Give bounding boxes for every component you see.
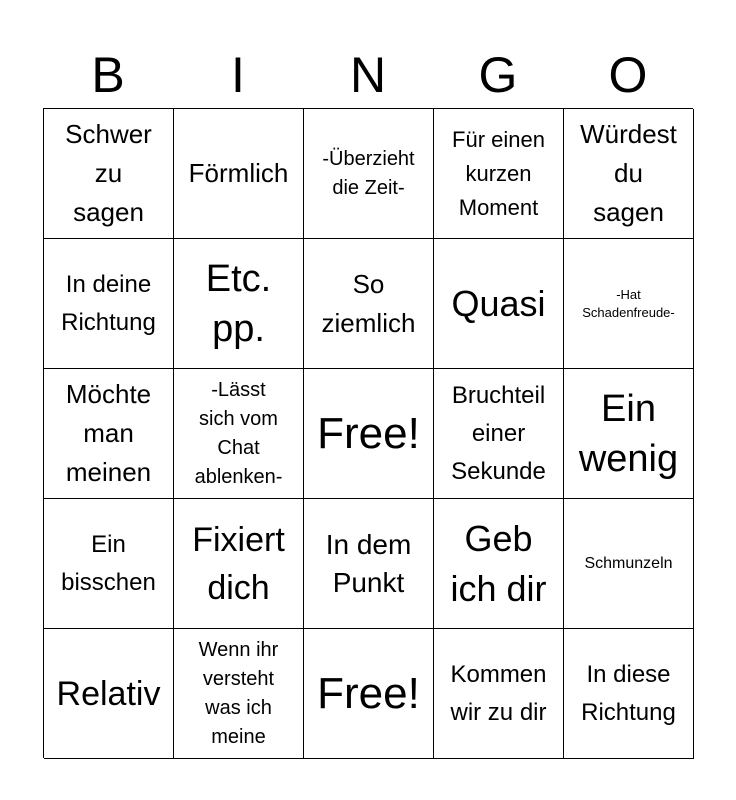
bingo-cell[interactable] <box>44 369 174 499</box>
cell-text: In deine Richtung <box>61 270 156 336</box>
bingo-cell[interactable] <box>174 109 304 239</box>
free-space-text: Free! <box>317 668 420 718</box>
cell-text: -Überzieht die Zeit- <box>322 147 415 199</box>
bingo-cell[interactable] <box>434 629 564 759</box>
cell-text: Möchte man meinen <box>65 379 152 487</box>
cell-text: Kommen wir zu dir <box>450 660 547 726</box>
bingo-cell[interactable] <box>44 499 174 629</box>
cell-text: Geb ich dir <box>450 517 547 609</box>
header-letter-i: I <box>231 47 245 103</box>
header-letter-b: B <box>91 47 125 103</box>
cell-text: Fixiert dich <box>192 520 285 607</box>
bingo-cell[interactable] <box>304 109 434 239</box>
cell-text: Würdest du sagen <box>580 119 677 227</box>
cell-text: -Lässt sich vom Chat ablenken- <box>194 378 283 488</box>
cell-text: In dem Punkt <box>325 528 412 598</box>
bingo-cell[interactable] <box>304 499 434 629</box>
header-letter-o: O <box>608 47 648 103</box>
cell-text: So ziemlich <box>321 268 416 338</box>
cell-text: Schmunzeln <box>584 555 673 572</box>
bingo-cell[interactable] <box>44 629 174 759</box>
cell-text: Ein wenig <box>578 387 679 480</box>
bingo-grid <box>43 108 693 758</box>
bingo-cell[interactable] <box>564 239 694 369</box>
free-space-cell[interactable] <box>304 369 434 499</box>
cell-text: Für einen kurzen Moment <box>452 126 545 220</box>
bingo-header <box>43 44 693 106</box>
bingo-cell[interactable] <box>44 239 174 369</box>
bingo-cell[interactable] <box>434 109 564 239</box>
bingo-cell[interactable] <box>434 239 564 369</box>
cell-text: Schwer zu sagen <box>65 119 152 227</box>
cell-text: Förmlich <box>188 158 289 188</box>
bingo-cell[interactable] <box>564 109 694 239</box>
cell-text: In diese Richtung <box>581 660 676 726</box>
cell-text: Ein bisschen <box>61 530 156 596</box>
header-letter-n: N <box>349 47 387 103</box>
bingo-cell[interactable] <box>564 629 694 759</box>
bingo-cell[interactable] <box>174 239 304 369</box>
cell-text: Bruchteil einer Sekunde <box>451 381 546 485</box>
bingo-cell[interactable] <box>174 499 304 629</box>
cell-text: Quasi <box>451 282 546 324</box>
free-space-cell[interactable] <box>304 629 434 759</box>
free-space-text: Free! <box>317 408 420 458</box>
bingo-cell[interactable] <box>564 499 694 629</box>
bingo-cell[interactable] <box>564 369 694 499</box>
bingo-cell[interactable] <box>304 239 434 369</box>
header-letter-g: G <box>478 47 518 103</box>
cell-text: Wenn ihr versteht was ich meine <box>198 638 279 748</box>
cell-text: Etc. pp. <box>205 257 272 350</box>
bingo-cell[interactable] <box>44 109 174 239</box>
cell-text: -Hat Schadenfreude- <box>582 286 675 320</box>
bingo-cell[interactable] <box>434 369 564 499</box>
bingo-cell[interactable] <box>174 369 304 499</box>
bingo-cell[interactable] <box>174 629 304 759</box>
bingo-cell[interactable] <box>434 499 564 629</box>
cell-text: Relativ <box>56 674 161 713</box>
